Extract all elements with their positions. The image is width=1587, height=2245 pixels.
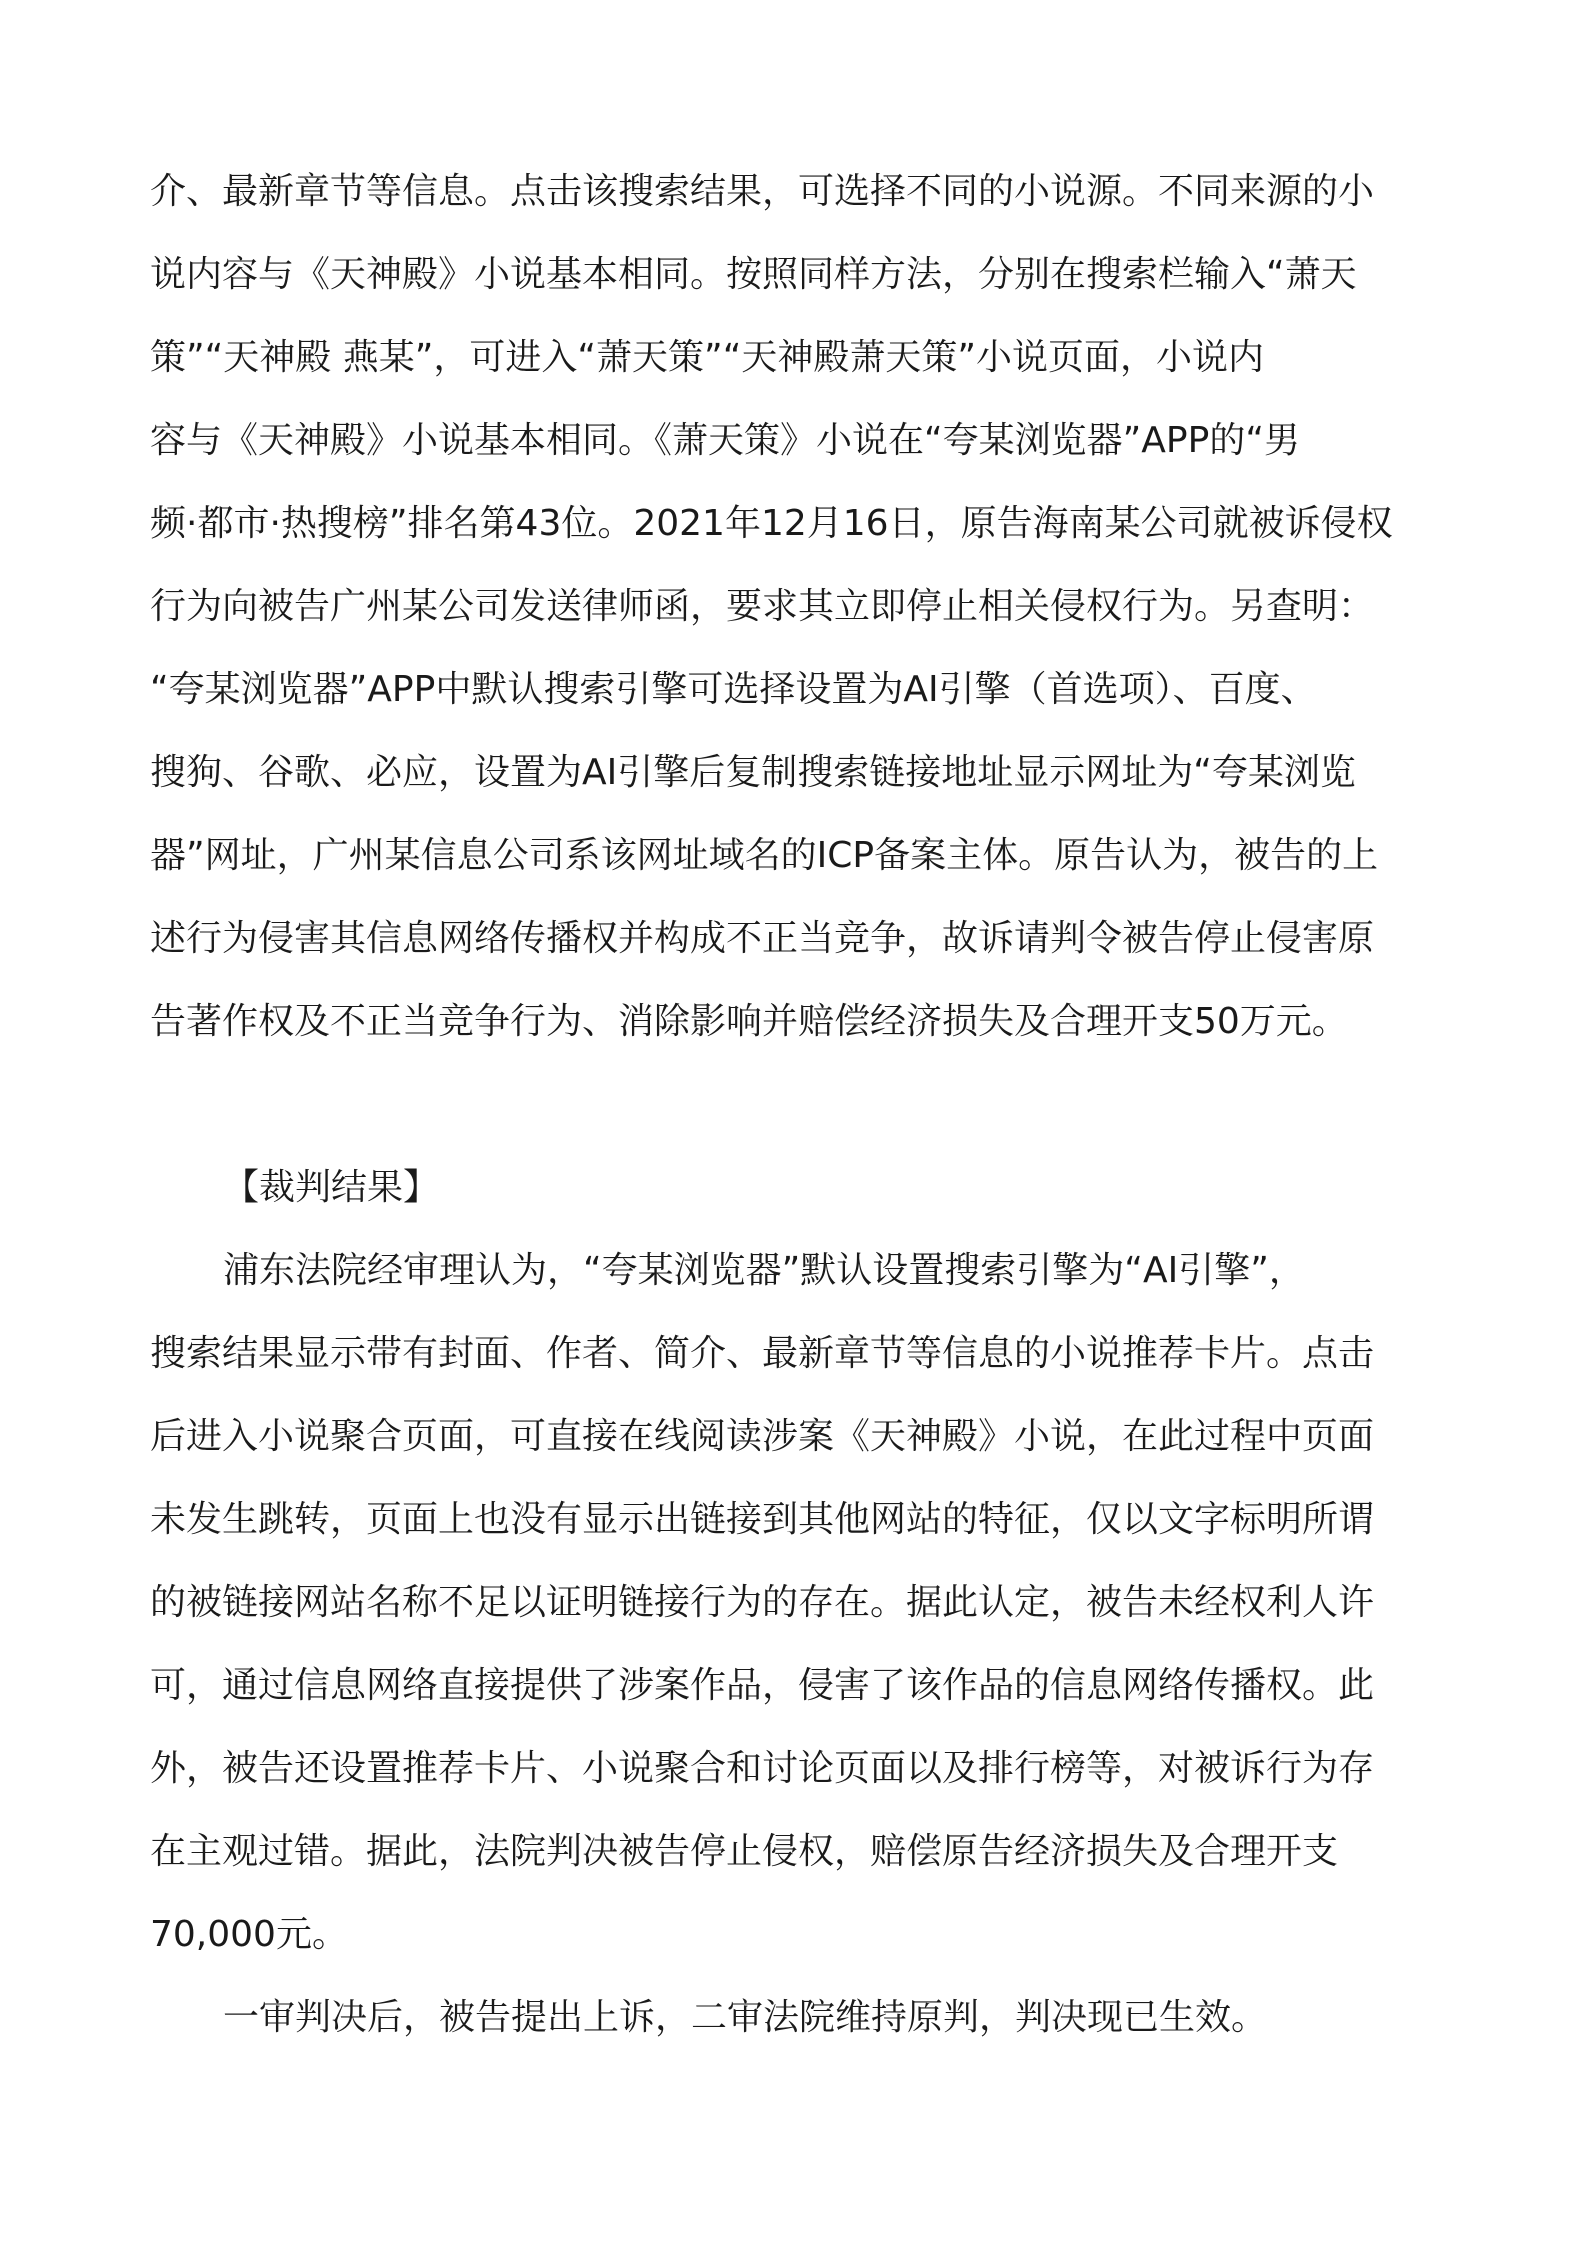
text-line: 未发生跳转，页面上也没有显示出链接到其他网站的特征，仅以文字标明所谓 [150, 1499, 1375, 1540]
text-line: 告著作权及不正当竞争行为、消除影响并赔偿经济损失及合理开支50万元。 [150, 1001, 1348, 1042]
text-line: 行为向被告广州某公司发送律师函，要求其立即停止相关侵权行为。另查明： [150, 586, 1375, 627]
text-line: 后进入小说聚合页面，可直接在线阅读涉案《天神殿》小说，在此过程中页面 [150, 1416, 1375, 1457]
text-line: 频·都市·热搜榜”排名第43位。2021年12月16日，原告海南某公司就被诉侵权 [150, 503, 1393, 544]
text-line: 70,000元。 [150, 1914, 348, 1955]
text-line: 的被链接网站名称不足以证明链接行为的存在。据此认定，被告未经权利人许 [150, 1582, 1375, 1623]
text-line: 搜索结果显示带有封面、作者、简介、最新章节等信息的小说推荐卡片。点击 [150, 1333, 1375, 1374]
text-line: 可，通过信息网络直接提供了涉案作品，侵害了该作品的信息网络传播权。此 [150, 1665, 1375, 1706]
paragraph-appeal-outcome: 一审判决后，被告提出上诉，二审法院维持原判，判决现已生效。 [223, 1997, 1268, 2038]
text-line: 策”“天神殿 燕某”，可进入“萧天策”“天神殿萧天策”小说页面，小说内 [150, 337, 1264, 378]
paragraph-case-facts [150, 150, 1437, 1063]
text-line: 外，被告还设置推荐卡片、小说聚合和讨论页面以及排行榜等，对被诉行为存 [150, 1748, 1375, 1789]
text-line: 介、最新章节等信息。点击该搜索结果，可选择不同的小说源。不同来源的小 [150, 171, 1375, 212]
text-line: 在主观过错。据此，法院判决被告停止侵权，赔偿原告经济损失及合理开支 [150, 1831, 1339, 1872]
paragraph-court-reasoning [150, 1229, 1437, 1976]
section-heading-judgment: 【裁判结果】 [223, 1167, 440, 1208]
document-page [150, 150, 1437, 2059]
text-line: 器”网址，广州某信息公司系该网址域名的ICP备案主体。原告认为，被告的上 [150, 835, 1379, 876]
text-line: 搜狗、谷歌、必应，设置为AI引擎后复制搜索链接地址显示网址为“夸某浏览 [150, 752, 1356, 793]
text-line: 说内容与《天神殿》小说基本相同。按照同样方法，分别在搜索栏输入“萧天 [150, 254, 1357, 295]
text-line: 述行为侵害其信息网络传播权并构成不正当竞争，故诉请判令被告停止侵害原 [150, 918, 1375, 959]
text-line: “夸某浏览器”APP中默认搜索引擎可选择设置为AI引擎（首选项）、百度、 [150, 669, 1317, 710]
text-line: 浦东法院经审理认为，“夸某浏览器”默认设置搜索引擎为“AI引擎”， [223, 1250, 1305, 1291]
text-line: 容与《天神殿》小说基本相同。《萧天策》小说在“夸某浏览器”APP的“男 [150, 420, 1300, 461]
